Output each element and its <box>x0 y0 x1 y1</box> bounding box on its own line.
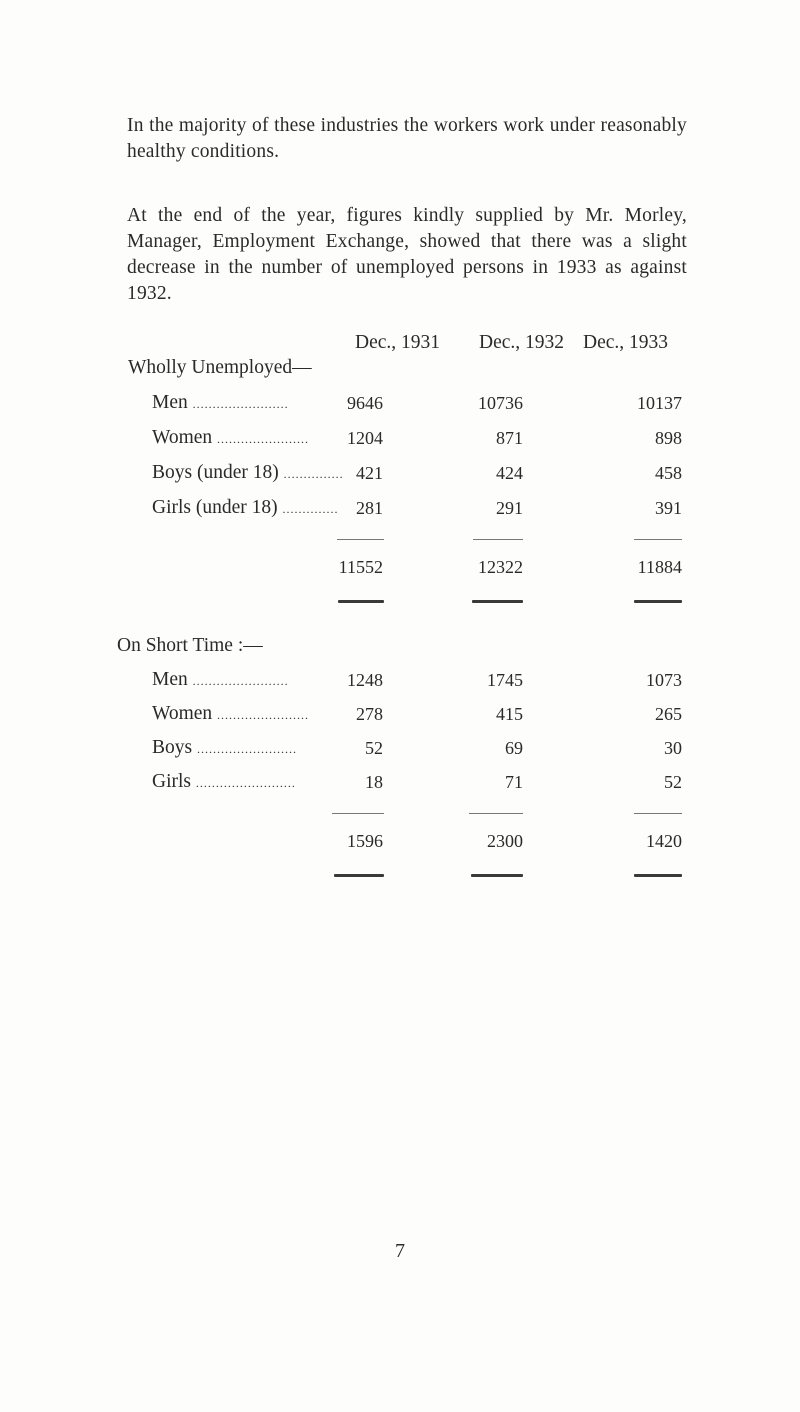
subtotal-rule <box>634 539 682 540</box>
row-label-text: Boys (under 18) <box>152 462 279 483</box>
cell-value: 52 <box>365 738 383 758</box>
subtotal-rule <box>337 539 384 540</box>
total-value: 2300 <box>487 831 523 851</box>
row-label-text: Girls <box>152 771 191 792</box>
paragraph-working-conditions: In the majority of these industries the workers work under reasonably healthy conditions. <box>127 115 687 162</box>
total-value: 1596 <box>347 831 383 851</box>
cell-value: 71 <box>505 772 523 792</box>
column-header-1932: Dec., 1932 <box>479 332 565 353</box>
row-label-text: Men <box>152 392 188 413</box>
leader-dots: ....................... <box>217 432 310 446</box>
cell-value: 458 <box>655 463 682 483</box>
cell-value: 898 <box>655 428 682 448</box>
row-label-text: Women <box>152 703 213 724</box>
total-rule <box>472 600 523 603</box>
total-rule <box>634 600 682 603</box>
cell-value: 9646 <box>347 393 383 413</box>
cell-value: 10736 <box>478 393 523 413</box>
cell-value: 10137 <box>637 393 682 413</box>
cell-value: 18 <box>365 772 383 792</box>
row-label-text: Girls (under 18) <box>152 497 278 518</box>
leader-dots: .............. <box>282 502 339 516</box>
cell-value: 291 <box>496 498 523 518</box>
subtotal-rule <box>634 813 682 814</box>
cell-value: 424 <box>496 463 523 483</box>
total-value: 11884 <box>637 557 682 577</box>
leader-dots: ............... <box>283 467 344 481</box>
leader-dots: ......................... <box>195 776 296 790</box>
total-value: 11552 <box>338 557 383 577</box>
section-heading-short-time: On Short Time :— <box>117 635 263 656</box>
paragraph-unemployment-figures: At the end of the year, figures kindly supplied by Mr. Morley, Manager, Employment Exchange, showed that there was a slight decrease in the number of unemployed persons in 1933 as against 1932. <box>127 205 687 304</box>
cell-value: 1745 <box>487 670 523 690</box>
cell-value: 871 <box>496 428 523 448</box>
cell-value: 278 <box>356 704 383 724</box>
subtotal-rule <box>332 813 384 814</box>
subtotal-rule <box>473 539 523 540</box>
cell-value: 69 <box>505 738 523 758</box>
cell-value: 1073 <box>646 670 682 690</box>
column-header-1933: Dec., 1933 <box>583 332 669 353</box>
total-rule <box>338 600 384 603</box>
cell-value: 265 <box>655 704 682 724</box>
leader-dots: ....................... <box>217 708 310 722</box>
leader-dots: ........................ <box>192 397 289 411</box>
row-label <box>152 770 391 795</box>
cell-value: 52 <box>664 772 682 792</box>
cell-value: 391 <box>655 498 682 518</box>
total-value: 1420 <box>646 831 682 851</box>
leader-dots: ........................ <box>192 674 289 688</box>
cell-value: 1248 <box>347 670 383 690</box>
total-value: 12322 <box>478 557 523 577</box>
subtotal-rule <box>469 813 523 814</box>
cell-value: 30 <box>664 738 682 758</box>
cell-value: 421 <box>356 463 383 483</box>
cell-value: 1204 <box>347 428 383 448</box>
cell-value: 281 <box>356 498 383 518</box>
cell-value: 415 <box>496 704 523 724</box>
leader-dots: ......................... <box>196 742 297 756</box>
section-heading-wholly-unemployed: Wholly Unemployed— <box>128 357 312 378</box>
page-number: 7 <box>395 1240 405 1262</box>
column-header-1931: Dec., 1931 <box>355 332 441 353</box>
total-rule <box>634 874 682 877</box>
row-label-text: Women <box>152 427 213 448</box>
row-label-text: Men <box>152 669 188 690</box>
row-label <box>152 736 391 761</box>
row-label-text: Boys <box>152 737 193 758</box>
total-rule <box>471 874 523 877</box>
total-rule <box>334 874 384 877</box>
